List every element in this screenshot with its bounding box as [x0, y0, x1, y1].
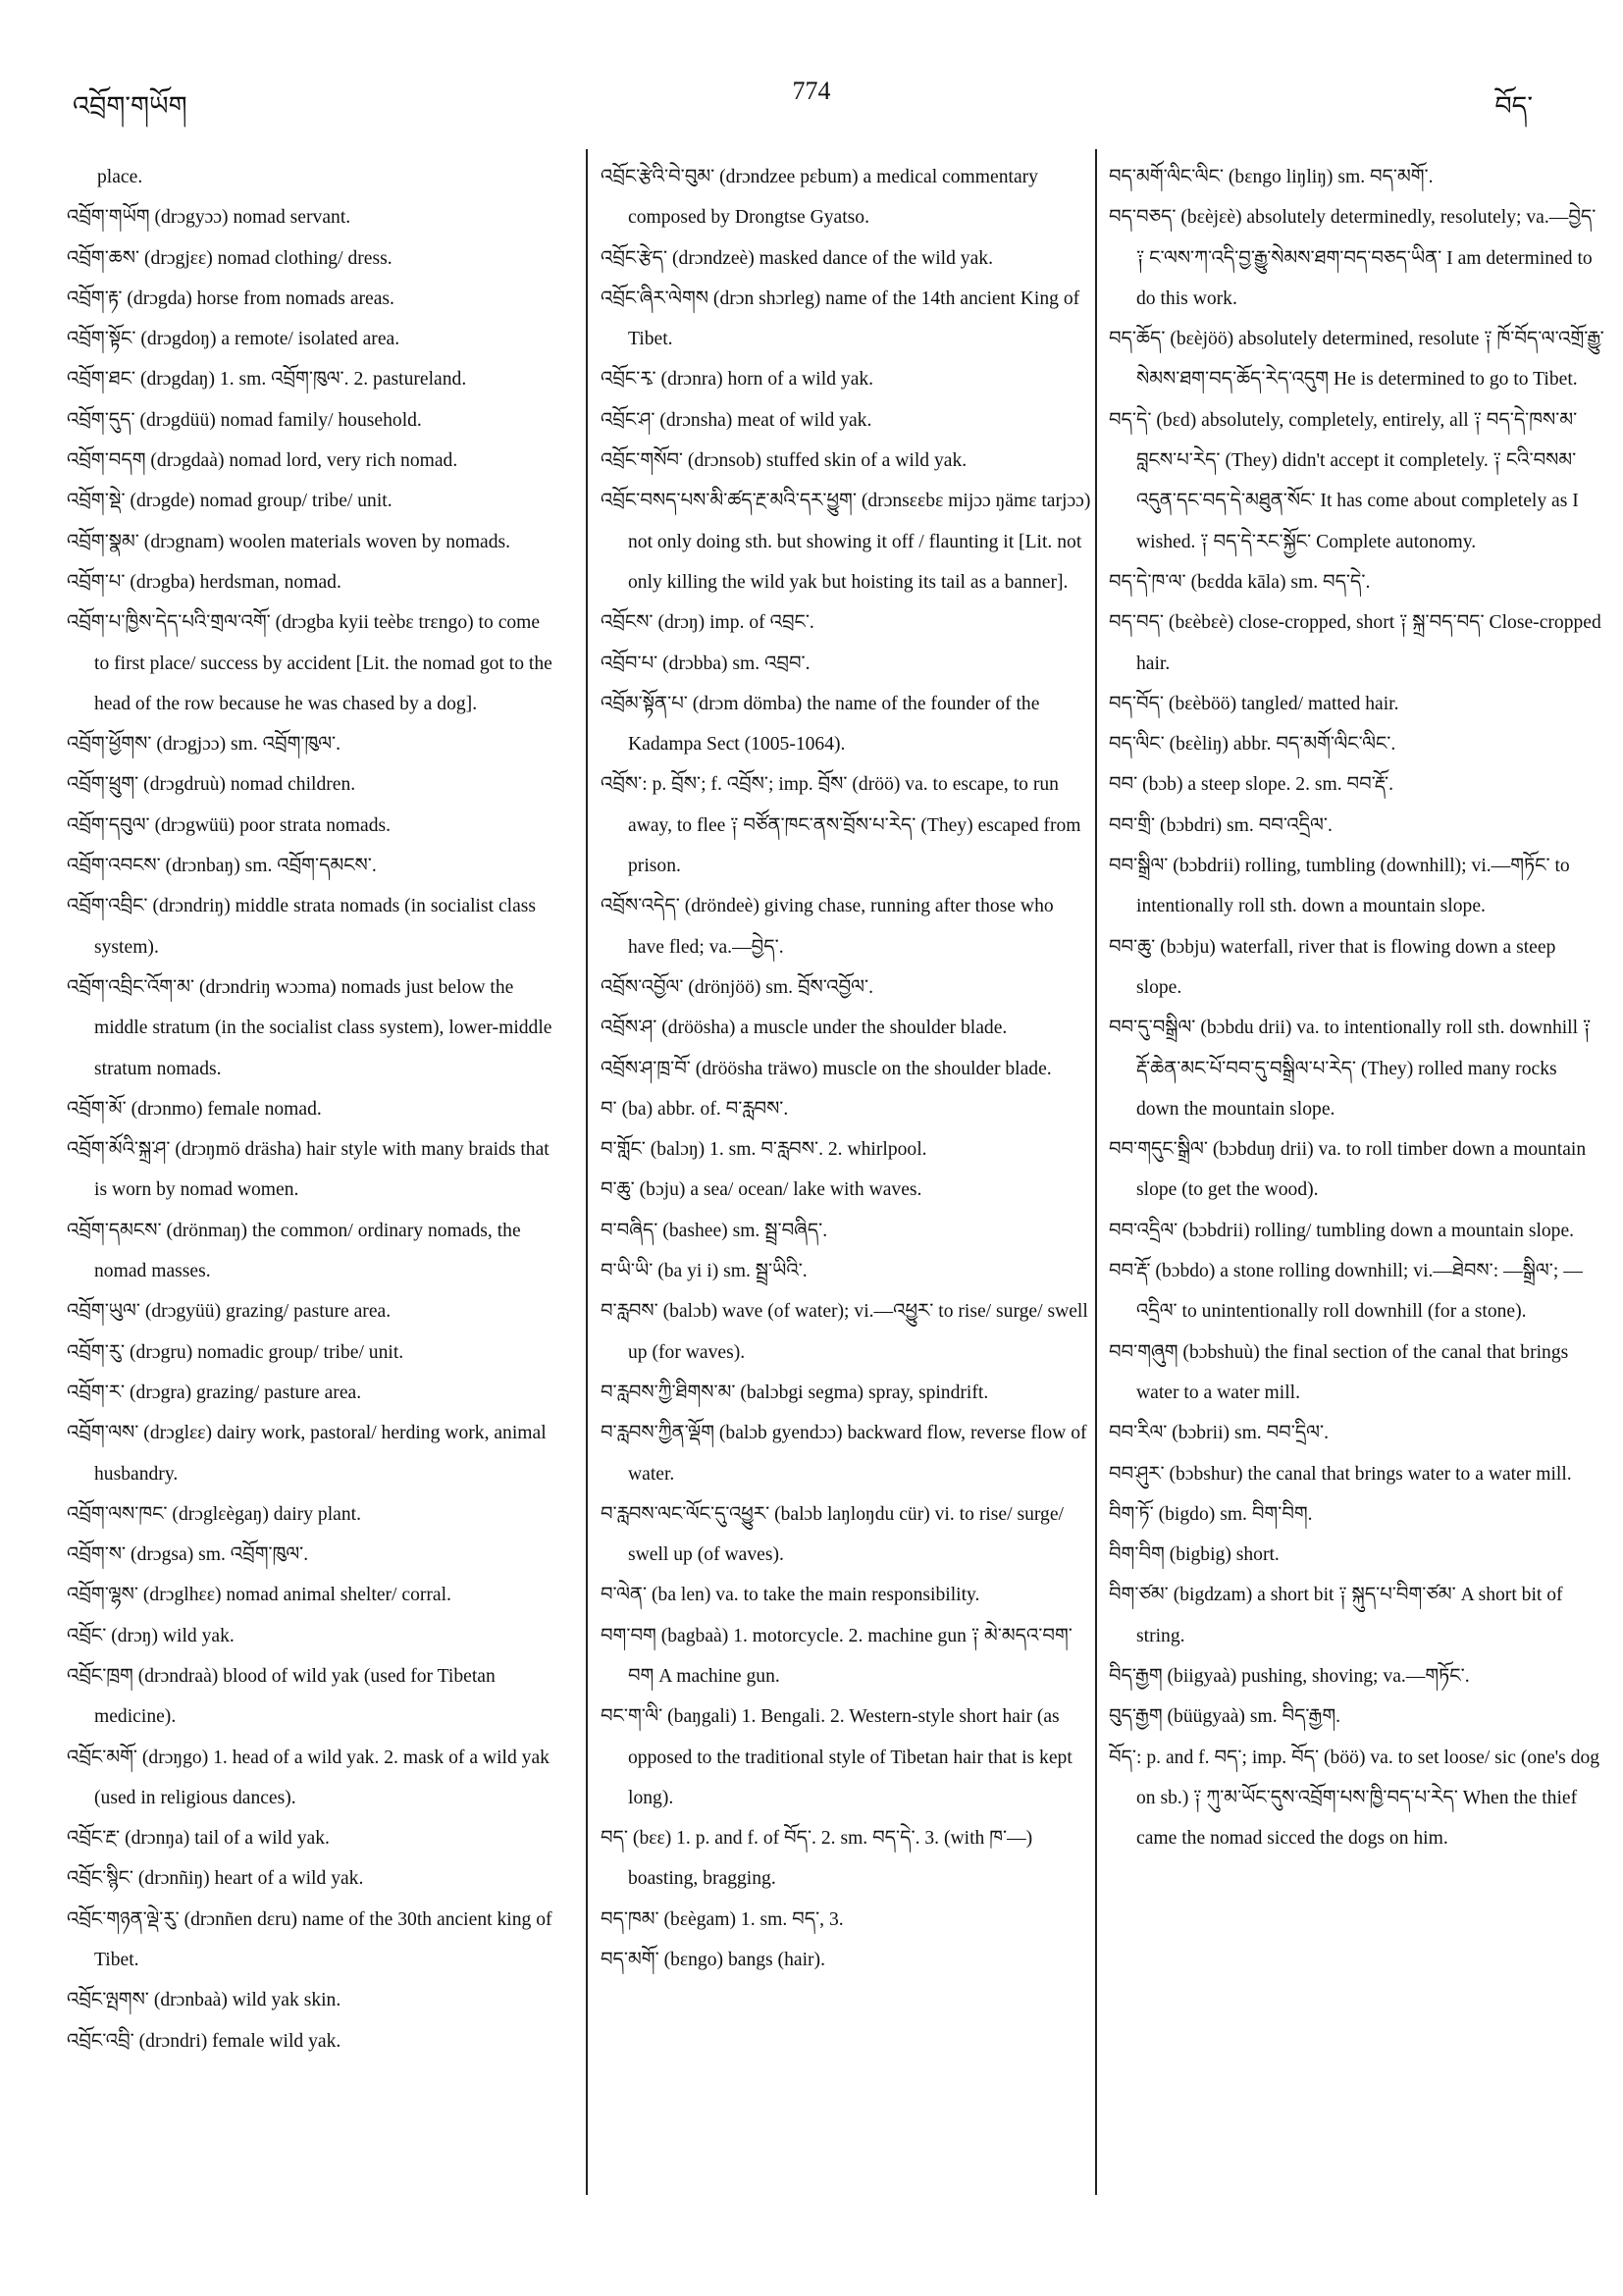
dictionary-entry: བད་བད་ (bɛèbɛè) close-cropped, short ༑ སྐྲ་བད་བད་ Close-cropped hair.: [1109, 612, 1601, 674]
dictionary-entry: འབྲོག་གཡོག (drɔgyɔɔ) nomad servant.: [67, 207, 351, 229]
dictionary-entry: བིད་རྒྱག (biigyaà) pushing, shoving; va.—གཏོང་.: [1109, 1665, 1470, 1687]
dictionary-entry: འབྲོས་འདེད་ (dröndeè) giving chase, running after those who have fled; va.—བྱེད་.: [601, 896, 1054, 958]
dictionary-entry: བབ་ (bɔb) a steep slope. 2. sm. བབ་རྡོ་.: [1109, 774, 1393, 796]
dictionary-entry: བོད་: p. and f. བད་; imp. བོད་ (böö) va. to set loose/ sic (one's dog on sb.) ༑ ཀུ་མ་ཡོང་དུས་འབྲོག་པས་ཁྱི་བད་པ་རེད་ When the thief came the nomad sicced the dogs on him.: [1109, 1747, 1600, 1850]
dictionary-entry: བད་ཆོད་ (bɛèjöö) absolutely determined, resolute ༑ ཁོ་བོད་ལ་འགྲོ་རྒྱུ་སེམས་ཐག་བད་ཆོད་རེད་འདུག He is determined to go to Tibet.: [1109, 329, 1604, 391]
dictionary-entry: འབྲོང་རྭ་ (drɔnra) horn of a wild yak.: [601, 369, 874, 391]
dictionary-entry: འབྲོང་ (drɔŋ) wild yak.: [67, 1625, 235, 1646]
dictionary-entry: བུད་རྒྱག (büügyaà) sm. བིད་རྒྱག.: [1109, 1706, 1341, 1728]
dictionary-entry: འབྲོག་སྡེ་ (drɔgde) nomad group/ tribe/ unit.: [67, 491, 393, 512]
dictionary-entry: འབྲོམ་སྟོན་པ་ (drɔm dömba) the name of the founder of the Kadampa Sect (1005-1064).: [601, 693, 1040, 756]
dictionary-entry: བང་ག་ལི་ (baŋgali) 1. Bengali. 2. Western-style short hair (as opposed to the traditional style of Tibetan hair that is kept long).: [601, 1706, 1073, 1808]
dictionary-entry: འབྲོག་སྟོང་ (drɔgdoŋ) a remote/ isolated area.: [67, 329, 400, 350]
dictionary-entry: འབྲོང་རྩེད་ (drɔndzeè) masked dance of the wild yak.: [601, 247, 993, 269]
dictionary-entry: འབྲོག་སྣམ་ (drɔgnam) woolen materials woven by nomads.: [67, 531, 511, 552]
dictionary-entry: བབ་འདྲིལ་ (bɔbdrii) rolling/ tumbling down a mountain slope.: [1109, 1220, 1575, 1241]
dictionary-entry: འབྲོག་ཕྲུག་ (drɔgdruù) nomad children.: [67, 774, 356, 796]
dictionary-entry: འབྲོག་ཐང་ (drɔgdaŋ) 1. sm. འབྲོག་ཁུལ་. 2. pastureland.: [67, 369, 467, 391]
dictionary-entry: བ་ལེན་ (ba len) va. to take the main responsibility.: [601, 1585, 980, 1606]
dictionary-entry: བད་མགོ་ (bɛngo) bangs (hair).: [601, 1950, 825, 1971]
dictionary-entry: འབྲོང་རྔ་ (drɔnŋa) tail of a wild yak.: [67, 1828, 330, 1850]
column-rule: [586, 149, 588, 2195]
dictionary-entry: འབྲོག་དམངས་ (drönmaŋ) the common/ ordinary nomads, the nomad masses.: [67, 1220, 521, 1282]
dictionary-entry: བབ་གཞུག (bɔbshuù) the final section of the canal that brings water to a water mill.: [1109, 1341, 1569, 1403]
running-head-left: འབྲོག་གཡོག: [73, 91, 187, 121]
dictionary-entry: བད་ལིང་ (bɛèliŋ) abbr. བད་མགོ་ལིང་ལིང་.: [1109, 734, 1396, 756]
dictionary-entry: འབྲོས་: p. བྲོས་; f. འབྲོས་; imp. བྲོས་ (dröö) va. to escape, to run away, to flee ༑ བཙོན་ཁང་ནས་བྲོས་པ་རེད་ (They) escaped from prison.: [601, 774, 1081, 877]
dictionary-entry: བ་རླབས་ལང་ལོང་དུ་འཕྱུར་ (balɔb laŋloŋdu cür) vi. to rise/ surge/ swell up (of waves).: [601, 1503, 1064, 1566]
dictionary-entry: བག་བག (bagbaà) 1. motorcycle. 2. machine gun ༑ མེ་མདའ་བག་བག A machine gun.: [601, 1625, 1073, 1687]
dictionary-entry: འབྲོང་ཁྲག (drɔndraà) blood of wild yak (used for Tibetan medicine).: [67, 1665, 496, 1728]
dictionary-entry: འབྲོག་ལས་ཁང་ (drɔglɛègaŋ) dairy plant.: [67, 1503, 361, 1525]
dictionary-column-1: [67, 157, 557, 2061]
dictionary-entry: བ་བཞིད་ (bashee) sm. སྦྲ་བཞིད་.: [601, 1220, 828, 1241]
dictionary-entry: འབྲོག་འབྲིང་ (drɔndriŋ) middle strata nomads (in socialist class system).: [67, 896, 537, 958]
dictionary-entry: བ་རླབས་ (balɔb) wave (of water); vi.—འཕྱུར་ to rise/ surge/ swell up (for waves).: [601, 1301, 1088, 1363]
dictionary-entry: place.: [97, 167, 143, 187]
dictionary-entry: བབ་གདུང་སྒྲིལ་ (bɔbduŋ drii) va. to roll timber down a mountain slope (to get the wood).: [1109, 1139, 1587, 1201]
dictionary-entry: འབྲོག་འབངས་ (drɔnbaŋ) sm. འབྲོག་དམངས་.: [67, 856, 377, 877]
dictionary-entry: འབྲོང་མགོ་ (drɔŋgo) 1. head of a wild yak. 2. mask of a wild yak (used in religious dances).: [67, 1747, 550, 1808]
dictionary-entry: བད་ཁམ་ (bɛègam) 1. sm. བད་, 3.: [601, 1908, 844, 1930]
dictionary-column-2: [601, 157, 1091, 1980]
dictionary-entry: འབྲོག་ཕྱོགས་ (drɔgjɔɔ) sm. འབྲོག་ཁུལ་.: [67, 734, 341, 756]
dictionary-entry: འབྲོག་རྟ་ (drɔgda) horse from nomads areas.: [67, 287, 394, 309]
dictionary-entry: འབྲོང་འབྲི་ (drɔndri) female wild yak.: [67, 2030, 341, 2052]
dictionary-entry: འབྲོག་ཡུལ་ (drɔgyüü) grazing/ pasture area.: [67, 1301, 392, 1323]
dictionary-entry: འབྲོག་བདག (drɔgdaà) nomad lord, very rich nomad.: [67, 450, 458, 472]
page-number: 774: [792, 77, 831, 105]
dictionary-entry: འབྲོག་ལས་ (drɔglɛɛ) dairy work, pastoral/ herding work, animal husbandry.: [67, 1423, 547, 1485]
dictionary-entry: འབྲོང་རྩེའི་བེ་བུམ་ (drɔndzee pɛbum) a medical commentary composed by Drongtse Gyatso.: [601, 167, 1038, 229]
dictionary-entry: འབྲོག་པ་ཁྱིས་དེད་པའི་གྲལ་འགོ་ (drɔgba kyii teèbɛ trɛngo) to come to first place/ success by accident [Lit. the nomad got to the head of the row because he was chased by a dog].: [67, 612, 552, 714]
dictionary-entry: འབྲོང་ཞིར་ལེགས (drɔn shɔrleg) name of the 14th ancient King of Tibet.: [601, 287, 1080, 350]
dictionary-entry: བ་རླབས་ཀྱིན་ལྡོག (balɔb gyendɔɔ) backward flow, reverse flow of water.: [601, 1423, 1087, 1485]
dictionary-entry: བབ་ཆུ་ (bɔbju) waterfall, river that is flowing down a steep slope.: [1109, 936, 1556, 998]
dictionary-entry: བབ་རིལ་ (bɔbrii) sm. བབ་དྲིལ་.: [1109, 1423, 1330, 1444]
dictionary-entry: བིག་ཏོ་ (bigdo) sm. བིག་བིག.: [1109, 1503, 1313, 1525]
dictionary-entry: འབྲོང་ཤ་ (drɔnsha) meat of wild yak.: [601, 409, 872, 431]
dictionary-entry: བད་དེ་ (bɛd) absolutely, completely, entirely, all ༑ བད་དེ་ཁས་མ་བླངས་པ་རེད་ (They) didn't accept it completely. ༑ ངའི་བསམ་འདུན་དང་བད་དེ་མཐུན་སོང་ It has come about completely as I wished. ༑ བད་དེ་རང་སྐྱོང་ Complete autonomy.: [1109, 409, 1579, 552]
dictionary-entry: བིག་བིག (bigbig) short.: [1109, 1544, 1280, 1566]
dictionary-entry: འབྲོས་འབྱོལ་ (drönjöö) sm. བྲོས་འབྱོལ་.: [601, 976, 874, 998]
dictionary-entry: འབྲོང་བསད་པས་མི་ཚད་རྔ་མའི་དར་ཕྱུག་ (drɔnsɛɛbɛ mijɔɔ ŋämɛ tarjɔɔ) not only doing sth. but showing it off / flaunting it [Lit. not only killing the wild yak but hoisting its tail as a banner].: [601, 491, 1091, 593]
dictionary-entry: བད་མགོ་ལིང་ལིང་ (bɛngo liŋliŋ) sm. བད་མགོ་.: [1109, 167, 1434, 187]
dictionary-entry: བ་ (ba) abbr. of. བ་རླབས་.: [601, 1098, 789, 1120]
dictionary-entry: འབྲོང་སྙིང་ (drɔnñiŋ) heart of a wild yak.: [67, 1868, 364, 1890]
dictionary-entry: འབྲོག་ཆས་ (drɔgjɛɛ) nomad clothing/ dress.: [67, 247, 393, 269]
dictionary-entry: འབྲོངས་ (drɔŋ) imp. of འབྲང་.: [601, 612, 814, 634]
dictionary-entry: བད་བཅད་ (bɛèjɛè) absolutely determinedly, resolutely; va.—བྱེད་ ༑ ང་ལས་ཀ་འདི་བྱ་རྒྱུ་སེམས་ཐག་བད་བཅད་ཡིན་ I am determined to do this work.: [1109, 207, 1597, 309]
column-rule: [1095, 149, 1097, 2195]
dictionary-entry: བད་ (bɛɛ) 1. p. and f. of བོད་. 2. sm. བད་དེ་. 3. (with ཁ་—) boasting, bragging.: [601, 1828, 1033, 1890]
dictionary-entry: བབ་གྲི་ (bɔbdri) sm. བབ་འདྲིལ་.: [1109, 814, 1333, 836]
dictionary-entry: བ་གློང་ (balɔŋ) 1. sm. བ་རླབས་. 2. whirlpool.: [601, 1139, 927, 1161]
dictionary-entry: འབྲོག་དབུལ་ (drɔgwüü) poor strata nomads.: [67, 814, 392, 836]
dictionary-entry: བབ་དུ་བསྒྲིལ་ (bɔbdu drii) va. to intentionally roll sth. downhill ༑ རྡོ་ཆེན་མང་པོ་བབ་དུ་བསྒྲིལ་པ་རེད་ (They) rolled many rocks down the mountain slope.: [1109, 1018, 1592, 1120]
dictionary-entry: འབྲོས་ཤ་ཁྲ་བོ་ (dröösha träwo) muscle on the shoulder blade.: [601, 1058, 1052, 1079]
dictionary-entry: འབྲོག་ལྷས་ (drɔglhɛɛ) nomad animal shelter/ corral.: [67, 1585, 451, 1606]
dictionary-entry: བད་བོད་ (bɛèböö) tangled/ matted hair.: [1109, 693, 1399, 714]
dictionary-entry: བབ་རྡོ་ (bɔbdo) a stone rolling downhill; vi.—ཐེབས་: —སྒྲིལ་; —འདྲིལ་ to unintentionally roll downhill (for a stone).: [1109, 1261, 1583, 1323]
dictionary-entry: འབྲོང་གཉན་ལྡེ་རུ་ (drɔnñen dɛru) name of the 30th ancient king of Tibet.: [67, 1908, 552, 1971]
dictionary-entry: འབྲོང་གསོབ་ (drɔnsob) stuffed skin of a wild yak.: [601, 450, 968, 472]
dictionary-entry: འབྲོག་མོ་ (drɔnmo) female nomad.: [67, 1098, 322, 1120]
dictionary-entry: འབྲོག་འབྲིང་འོག་མ་ (drɔndriŋ wɔɔma) nomads just below the middle stratum (in the socialist class system), lower-middle stratum nomads.: [67, 976, 552, 1079]
dictionary-entry: བ་ཆུ་ (bɔju) a sea/ ocean/ lake with waves.: [601, 1179, 922, 1201]
dictionary-column-3: [1109, 157, 1604, 1858]
dictionary-entry: འབྲོས་ཤ་ (dröösha) a muscle under the shoulder blade.: [601, 1018, 1008, 1039]
dictionary-entry: འབྲོག་ར་ (drɔgra) grazing/ pasture area.: [67, 1382, 362, 1403]
dictionary-entry: བིག་ཙམ་ (bigdzam) a short bit ༑ སྐུད་པ་བིག་ཙམ་ A short bit of string.: [1109, 1585, 1563, 1646]
dictionary-entry: འབྲོག་ས་ (drɔgsa) sm. འབྲོག་ཁུལ་.: [67, 1544, 309, 1566]
dictionary-entry: བ་རླབས་ཀྱི་ཐིགས་མ་ (balɔbgi segma) spray, spindrift.: [601, 1382, 989, 1403]
dictionary-entry: འབྲོག་པ་ (drɔgba) herdsman, nomad.: [67, 571, 341, 593]
dictionary-entry: འབྲོབ་པ་ (drɔbba) sm. འབྲབ་.: [601, 652, 811, 674]
dictionary-entry: འབྲོང་ལྤགས་ (drɔnbaà) wild yak skin.: [67, 1990, 341, 2011]
dictionary-entry: བད་དེ་ཁ་ལ་ (bɛdda kāla) sm. བད་དེ་.: [1109, 571, 1371, 593]
dictionary-entry: བ་ཡི་ཡི་ (ba yi i) sm. སྦྲ་ཡིའི་.: [601, 1261, 808, 1282]
dictionary-entry: འབྲོག་དུད་ (drɔgdüü) nomad family/ household.: [67, 409, 422, 431]
dictionary-entry: བབ་ཤུར་ (bɔbshur) the canal that brings water to a water mill.: [1109, 1463, 1572, 1485]
dictionary-entry: བབ་སྒྲིལ་ (bɔbdrii) rolling, tumbling (downhill); vi.—གཏོང་ to intentionally roll sth. down a mountain slope.: [1109, 856, 1570, 917]
dictionary-entry: འབྲོག་རུ་ (drɔgru) nomadic group/ tribe/ unit.: [67, 1341, 404, 1363]
dictionary-entry: འབྲོག་མོའི་སྐྲ་ཤ་ (drɔŋmö dräsha) hair style with many braids that is worn by nomad women.: [67, 1139, 550, 1201]
running-head-right: བོད་: [1494, 91, 1533, 121]
